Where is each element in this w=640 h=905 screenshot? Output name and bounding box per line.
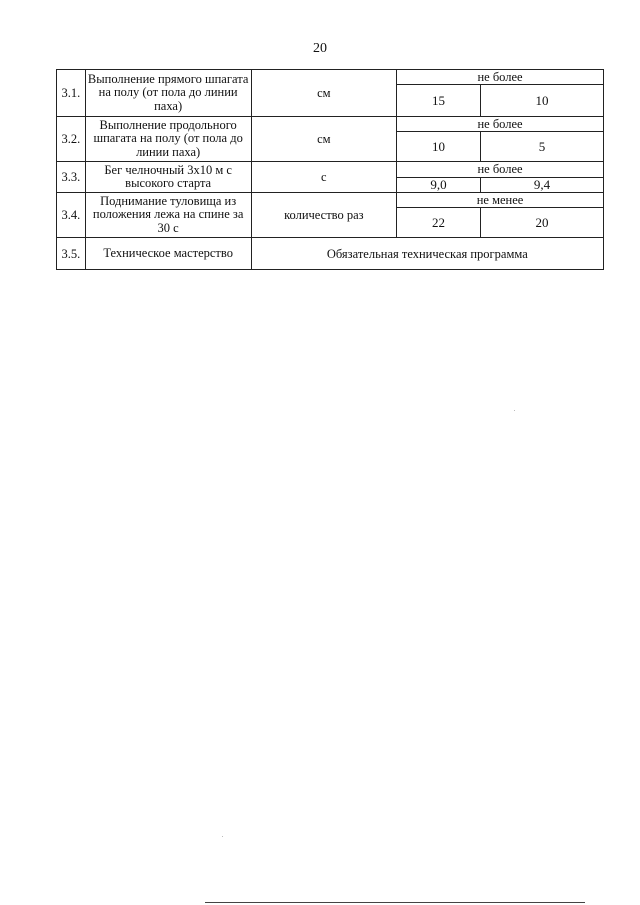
scan-edge-line xyxy=(205,902,585,903)
table-row xyxy=(57,117,604,132)
unit-cell: см xyxy=(251,117,396,162)
scan-speck xyxy=(514,410,515,411)
exercise-name: Выполнение прямого шпагата на полу (от пола до линии паха) xyxy=(85,70,251,117)
table-row xyxy=(57,70,604,85)
value-cell-2: 20 xyxy=(481,208,604,238)
exercise-name: Техническое мастерство xyxy=(85,238,251,270)
row-number: 3.4. xyxy=(57,193,86,238)
row-number: 3.3. xyxy=(57,162,86,193)
unit-cell: см xyxy=(251,70,396,117)
exercise-name: Бег челночный 3х10 м с высокого старта xyxy=(85,162,251,193)
value-cell-2: 10 xyxy=(481,85,604,117)
merged-value-cell: Обязательная техническая программа xyxy=(251,238,603,270)
condition-cell: не более xyxy=(397,162,604,178)
value-cell-2: 9,4 xyxy=(481,177,604,193)
table-row xyxy=(57,162,604,178)
exercise-name: Поднимание туловища из положения лежа на спине за 30 с xyxy=(85,193,251,238)
value-cell-1: 10 xyxy=(397,132,481,162)
value-cell-1: 22 xyxy=(397,208,481,238)
standards-table xyxy=(56,69,604,270)
scan-speck xyxy=(222,836,223,837)
condition-cell: не более xyxy=(397,70,604,85)
condition-cell: не менее xyxy=(397,193,604,208)
row-number: 3.2. xyxy=(57,117,86,162)
value-cell-1: 15 xyxy=(397,85,481,117)
row-number: 3.5. xyxy=(57,238,86,270)
value-cell-2: 5 xyxy=(481,132,604,162)
unit-cell: количество раз xyxy=(251,193,396,238)
condition-cell: не более xyxy=(397,117,604,132)
row-number: 3.1. xyxy=(57,70,86,117)
table-row xyxy=(57,238,604,270)
table-row xyxy=(57,193,604,208)
exercise-name: Выполнение продольного шпагата на полу (от пола до линии паха) xyxy=(85,117,251,162)
unit-cell: с xyxy=(251,162,396,193)
page-number: 20 xyxy=(313,41,327,56)
value-cell-1: 9,0 xyxy=(397,177,481,193)
